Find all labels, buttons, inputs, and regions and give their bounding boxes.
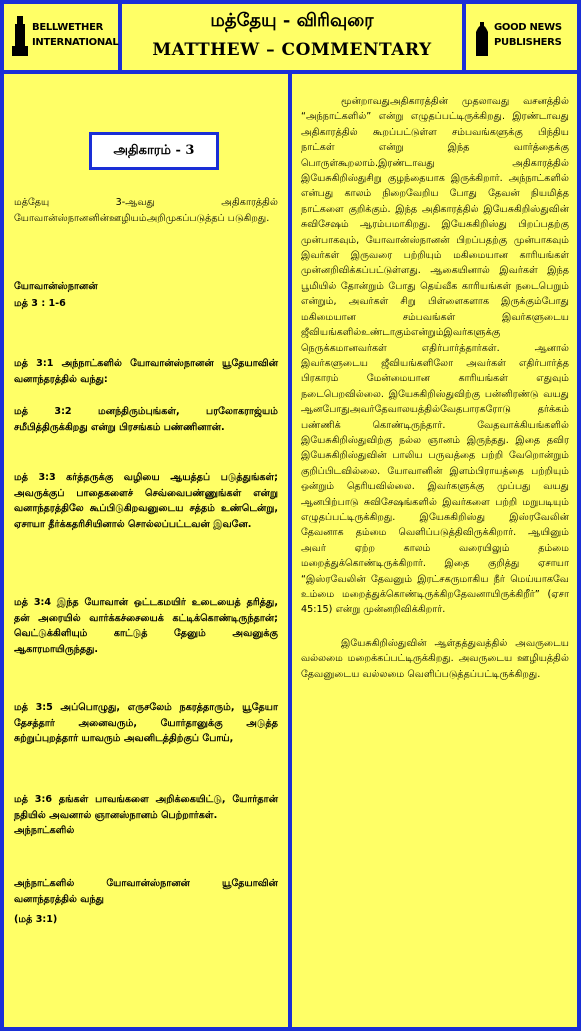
verse-3-5: மத் 3:5 அப்பொழுது, எருசலேம் நகரத்தாரும், யூதேயா தேசத்தார் அனைவரும், யோர்தானுக்கு அடுத்த சுற்றுப்புறத்தார் யாவரும் அவனிடத்திற்குப் போய், bbox=[14, 702, 278, 744]
verse-3-6: மத் 3:6 தங்கள் பாவங்களை அறிக்கையிட்டு, யோர்தான் நதியில் அவனால் ஞானஸ்நானம் பெற்றார்கள். அந்நாட்களில் bbox=[14, 794, 278, 836]
verse-3-2: மத் 3:2 மனந்திரும்புங்கள், பரலோகராஜ்யம் சமீபித்திருக்கிறது என்று பிரசங்கம் பண்ணினான். bbox=[14, 406, 278, 433]
verse-3-3: மத் 3:3 கர்த்தருக்கு வழியை ஆயத்தப் படுத்துங்கள்; அவருக்குப் பாதைகளைச் செவ்வைபண்ணுங்கள் என்று வனாந்தரத்திலே கூப்பிடுகிறவனுடைய சத்தம் உண்டென்று, ஏசாயா தீர்க்கதரிசியினால் சொல்லப்பட்டவன் இவனே. bbox=[14, 472, 278, 530]
right-logo-box bbox=[466, 4, 577, 70]
chapter-heading-box bbox=[89, 132, 219, 170]
title-tamil: மத்தேயு - விரிவுரை bbox=[210, 10, 374, 31]
title-box bbox=[122, 4, 466, 70]
section-reference: மத் 3 : 1-6 bbox=[14, 298, 66, 309]
verse-3-4: மத் 3:4 இந்த யோவான் ஒட்டகமயிர் உடையைத் தரித்து, தன் அரையில் வார்க்கச்சையைக் கட்டிக்கொண்டிருந்தான்; வெட்டுக்கிளியும் காட்டுத் தேனும் அவனுக்கு ஆகாரமாயிருந்தது. bbox=[14, 597, 278, 655]
title-english: MATTHEW – COMMENTARY bbox=[152, 40, 432, 60]
right-column bbox=[301, 94, 569, 682]
section-title: யோவான்ஸ்நானன் bbox=[14, 281, 98, 292]
left-logo-box bbox=[4, 4, 122, 70]
bellwether-logo bbox=[12, 12, 119, 62]
chapter-heading: அதிகாரம் - 3 bbox=[113, 143, 195, 158]
commentary-paragraph-1: மூன்றாவதுஅதிகாரத்தின் முதலாவது வசனத்தில் “அந்நாட்களில்” என்று எழுதப்பட்டிருக்கிறது. இரண்டாவது அதிகாரத்தில் கூறப்பட்டுள்ள சம்பவங்களுக்கு பிந்திய நாட்கள் என்று இந்த வார்த்தைக்கு பொருள்கூறலாம்.இரண்டாவது அதிகாரத்தில் இயேசுகிறிஸ்துசிறு குழந்தையாக இருக்கிறார். அந்நாட்களில் என்பது காலம் நிறைவேறிய போது தேவன் நியமித்த நாட்களை குறிக்கும். இந்த அதிகாரத்தில் இயேசுகிறிஸ்துவின் சுவிசேஷம் ஆரம்பமாகிறது. இயேசுகிறிஸ்து பிறப்பதற்கு முன்பாகவும், யோவான்ஸ்நானன் பிறப்பதற்கு முன்பாகவும் இவர்கள் இருவரை பற்றியும் மகிமையான காரியங்கள் முன்னறிவிக்கப்பட்டுள்ளது. ஆகையினால் இவர்கள் இந்த பூமியில் தோன்றும் போது தெய்வீக காரியங்கள் நடைபெறும் என்றும், அவர்கள் சிறு பிள்ளைகளாக இருக்கும்போது மகிமையான சம்பவங்கள் இவர்களுடைய ஜீவியங்களில்உண்டாகும்என்றும்இவர்களுக்கு நெருக்கமானவர்கள் எதிர்பார்த்தார்கள். ஆனால் இவர்களுடைய ஜீவியங்களிலோ அவர்கள் எதிர்பார்த்த பிரகாரம் மேன்மையான காரியங்கள் எதுவும் நடைபெறவில்லை. இயேசுகிறிஸ்துவிற்கு பன்னிரண்டு வயது ஆனபோதுஅவர்தேவாலயத்தில்வேதபாரகரோடு தர்க்கம் பண்ணிக் கொண்டிருந்தார். வேதவாக்கியங்களில் இயேசுகிறிஸ்துவிற்கு நல்ல ஞானம் இருந்தது. இதை தவிர இயேசுகிறிஸ்துவின் பாலிய பருவத்தை பற்றி வேறொன்றும் குறிப்பிடவில்லை. யோவானின் இளம்பிராயத்தை பற்றியும் ஒன்றும் தெரியவில்லை. இவர்களுக்கு முப்பது வயது ஆனபிற்பாடு சுவிசேஷங்களில் இவர்களை பற்றி மறுபடியும் எழுதப்பட்டிருக்கிறது. இயேசுகிறிஸ்து இஸ்ரவேலின் தேவனாக தம்மை வெளிப்படுத்திவிருக்கிறார். ஆயினும் அவர் ஏற்ற காலம் வரையிலும் தம்மை மறைத்துக்கொண்டிருக்கிறார். இதை குறித்து ஏசாயா “இஸ்ரவேலின் தேவனும் இரட்சகருமாகிய நீர் மெய்யாகவே உம்மை மறைத்துக்கொண்டிருக்கிறதேவனாயிருக்கிறீர்” (ஏசா 45:15) என்று முன்னறிவிக்கிறார். bbox=[301, 96, 569, 616]
good-news-mark-icon bbox=[474, 16, 490, 56]
good-news-logo bbox=[474, 12, 571, 62]
intro-paragraph: மத்தேயு 3-ஆவது அதிகாரத்தில் யோவான்ஸ்நானனின்ஊழியம்அறிமுகப்படுத்தப் படுகிறது. bbox=[14, 197, 278, 224]
header bbox=[4, 4, 577, 74]
bellwether-logo-text: BELLWETHER INTERNATIONAL bbox=[32, 22, 119, 48]
good-news-logo-text: GOOD NEWS PUBLISHERS bbox=[494, 22, 562, 48]
closing-verse: அந்நாட்களில் யோவான்ஸ்நானன் யூதேயாவின் வனாந்தரத்தில் வந்து bbox=[14, 878, 278, 905]
verse-3-1: மத் 3:1 அந்நாட்களில் யோவான்ஸ்நானன் யூதேயாவின் வனாந்தரத்தில் வந்து: bbox=[14, 358, 278, 385]
column-divider bbox=[288, 70, 292, 1027]
bellwether-mark-icon bbox=[12, 16, 28, 56]
commentary-paragraph-2: இயேசுகிறிஸ்துவின் ஆள்தத்துவத்தில் அவருடைய வல்லமை மறைக்கப்பட்டிருக்கிறது. அவருடைய ஊழியத்தில் தேவனுடைய வல்லமை வெளிப்படுத்தப்பட்டிருக்கிறது. bbox=[301, 637, 569, 680]
closing-reference: (மத் 3:1) bbox=[14, 914, 58, 925]
